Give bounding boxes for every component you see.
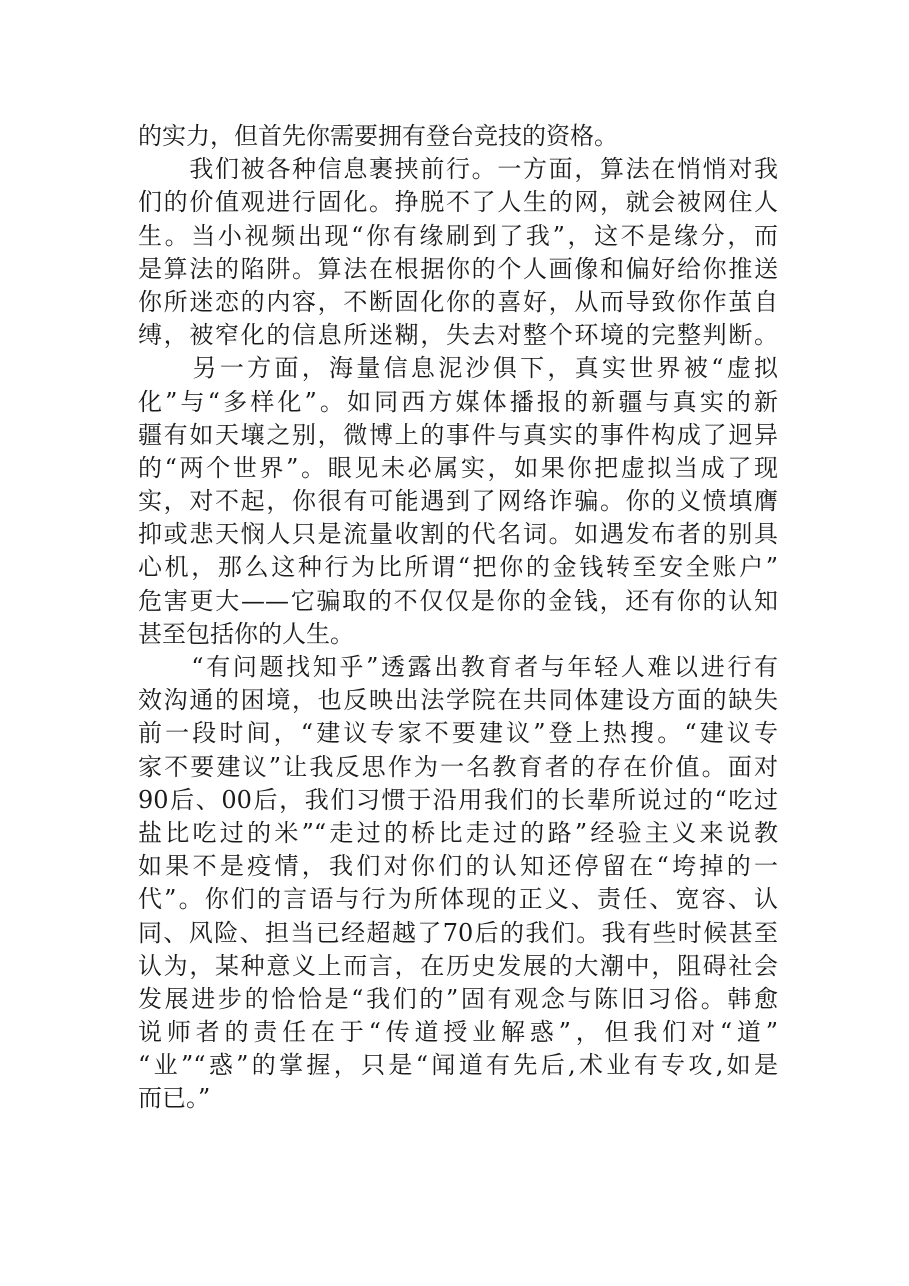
text-line: 盐比吃过的米”“走过的桥比走过的路”经验主义来说教 [138,818,778,847]
text-line: 化”与“多样化”。如同西方媒体播报的新疆与真实的新 [138,387,778,416]
text-line: 实，对不起，你很有可能遇到了网络诈骗。你的义愤填膺 [138,487,778,516]
text-line: “业”“惑”的掌握，只是“闻道有先后,术业有专攻,如是 [138,1051,778,1080]
text-line: 家不要建议”让我反思作为一名教育者的存在价值。面对 [138,752,778,781]
text-line: 你所迷恋的内容，不断固化你的喜好，从而导致你作茧自 [138,287,778,316]
text-line: 抑或悲天悯人只是流量收割的代名词。如遇发布者的别具 [138,520,778,549]
text-line: 疆有如天壤之别，微博上的事件与真实的事件构成了迥异 [138,420,778,449]
text-line: 危害更大——它骗取的不仅仅是你的金钱，还有你的认知 [138,586,778,615]
text-line: 同、风险、担当已经超越了70后的我们。我有些时候甚至 [138,918,778,947]
text-line: 我们被各种信息裹挟前行。一方面，算法在悄悄对我 [138,155,778,184]
text-line: “有问题找知乎”透露出教育者与年轻人难以进行有 [138,653,778,681]
text-line: 的实力，但首先你需要拥有登台竞技的资格。 [138,122,618,150]
text-line: 如果不是疫情，我们对你们的认知还停留在“垮掉的一 [138,852,778,881]
text-line: 效沟通的困境，也反映出法学院在共同体建设方面的缺失 [138,686,778,715]
text-line: 是算法的陷阱。算法在根据你的个人画像和偏好给你推送 [138,254,778,283]
text-line: 的“两个世界”。眼见未必属实，如果你把虚拟当成了现 [138,453,778,482]
text-line: 90后、00后，我们习惯于沿用我们的长辈所说过的“吃过 [138,785,778,814]
text-line: 们的价值观进行固化。挣脱不了人生的网，就会被网住人 [138,188,778,217]
text-line: 代”。你们的言语与行为所体现的正义、责任、宽容、认 [138,885,778,914]
text-line: 前一段时间，“建议专家不要建议”登上热搜。“建议专 [138,719,778,748]
text-line: 认为，某种意义上而言，在历史发展的大潮中，阻碍社会 [138,951,778,980]
text-line: 另一方面，海量信息泥沙俱下，真实世界被“虚拟 [138,354,778,383]
text-line: 生。当小视频出现“你有缘刷到了我”，这不是缘分，而 [138,221,778,250]
text-line: 而已。” [138,1084,211,1113]
text-line: 心机，那么这种行为比所谓“把你的金钱转至安全账户” [138,553,778,582]
text-line: 缚，被窄化的信息所迷糊，失去对整个环境的完整判断。 [138,321,778,350]
text-line: 说师者的责任在于“传道授业解惑”，但我们对“道” [138,1018,778,1047]
text-line: 发展进步的恰恰是“我们的”固有观念与陈旧习俗。韩愈 [138,984,778,1013]
body-text [138,120,778,1116]
text-line: 甚至包括你的人生。 [138,619,354,648]
